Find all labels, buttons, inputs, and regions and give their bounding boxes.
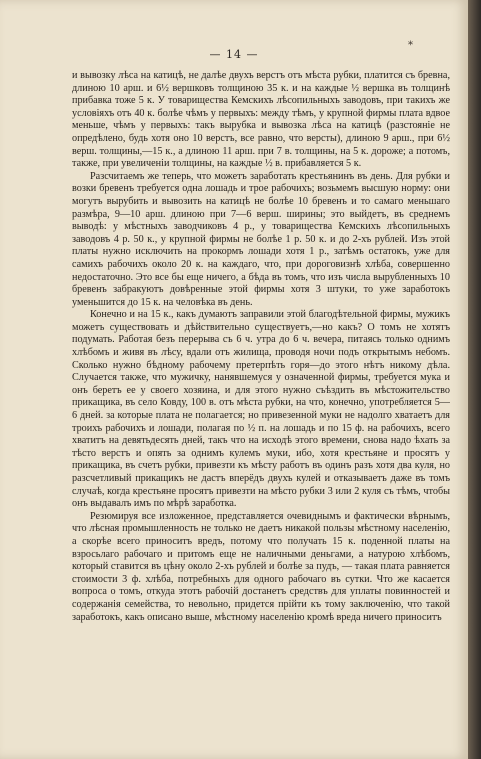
book-spine xyxy=(468,0,481,759)
corner-mark: * xyxy=(408,40,413,51)
paragraph: Разсчитаемъ же теперь, что можетъ заработать крестьянинъ въ день. Для рубки и возки бревенъ требуется одна лошадь и трое рабочихъ; возьмемъ высшую норму: они могутъ вырубить и вывозить на катицѣ не болѣе 10 бревенъ и то самаго меньшаго размѣра, 9—10 арш. длиною при 7—6 верш. ширины; это выйдетъ, въ среднемъ выводѣ: у мѣстныхъ заводчиковъ 4 р., у товарищества Кемскихъ лѣсопильныхъ заводовъ 4 р. 50 к., у крупной фирмы не болѣе 1 р. 50 к. и до 2-хъ рублей. Изъ этой платы нужно исключить на прокормъ лошади хотя 1 р., затѣмъ остатокъ, уже для самихъ рабочихъ около 20 к. на каждаго, что, при дороговизнѣ хлѣба, совершенно недостаточно. Это все бы еще ничего, а бѣда въ томъ, что изъ числа вырубленныхъ 10 бревенъ забракуютъ довѣренные этой фирмы хотя 3 штуки, то уже заработокъ уменьшится до 15 к. на человѣка въ день. xyxy=(72,170,450,308)
paragraph: Резюмируя все изложенное, представляется очевиднымъ и фактически вѣрнымъ, что лѣсная промышленность не только не даетъ никакой пользы мѣстному населенію, а скорѣе всего приноситъ вредъ, потому что получать 15 к. поденной платы на взросьлаго рабочаго и притомъ еще не наличными деньгами, а натурою хлѣбомъ, который ставится въ цѣну около 2-хъ рублей и болѣе за пудъ, — такая плата равняется стоимости 3 ф. хлѣба, потребныхъ для одного рабочаго въ сутки. Что же касается вопроса о томъ, откуда этотъ рабочій достанетъ средствъ для уплаты повинностей и содержанія семейства, то невольно, придется прійти къ тому заключенію, что такой заработокъ, какъ описано выше, мѣстному населенію кромѣ вреда ничего приноситъ xyxy=(72,510,450,623)
paragraph: Конечно и на 15 к., какъ думаютъ заправили этой благодѣтельной фирмы, мужикъ можетъ существовать и дѣйствительно существуетъ,—но какъ? О томъ не хотятъ подумать. Работая безъ перерыва съ 6 ч. утра до 6 ч. вечера, питаясь только однимъ хлѣбомъ и живя въ лѣсу, вдали отъ жилища, проводя ночи подъ открытымъ небомъ. Сколько нужно бѣдному рабочему претерпѣть горя—до этого нѣтъ никому дѣла. Случается также, что мужичку, нанявшемуся у означенной фирмы, требуется мука и онъ беретъ ее у своего хозяина, и для этого нужно съѣздить въ мѣстожительство прикащика, въ село Ковду, 100 в. отъ мѣста рубки, на что, конечно, употребляется 5—6 дней. за которые плата не полагается; но привезенной муки не надолго хватаетъ для троихъ рабочихъ и лошади, полагая по ½ п. на лошадь и по 15 ф. на рабочихъ, всего хватитъ на девятьдесять дней, такъ что на исходѣ этого времени, снова надо ѣхать за тѣсто верстъ и опять за однимъ кулемъ муки, ибо, хотя крестьяне и просятъ у прикащика, въ счетъ рубки, привезти къ мѣсту работъ въ одинъ разъ хотя два куля, но разсчетливый прикащикъ не дастъ вперёдъ двухъ кулей и отказываетъ даже въ томъ случаѣ, когда крестьяне просятъ привезти на мѣсто рубки 3 или 2 куля съ тѣмъ, чтобы онъ выдавалъ имъ по мѣрѣ заработка. xyxy=(72,309,450,510)
paragraph: и вывозку лѣса на катицѣ, не далѣе двухъ верстъ отъ мѣста рубки, платится съ бревна, длиною 10 арш. и 6½ вершковъ толщиною 35 к. и на каждые ½ вершка въ толщинѣ прибавка тоже 5 к. У товарищества Кемскихъ лѣсопильныхъ заводовъ, при такихъ же условіяхъ отъ 40 к. болѣе чѣмъ у первыхъ: между тѣмъ, у крупной фирмы плата вдвое меньше, чѣмъ у первыхъ: такъ вырубка и вывозка лѣса на катицѣ (разстояніе не опредѣлено, будь хотя оно 10 верстъ, все равно, что версты), длиною 9 арш., при 6½ верш. толщины,—15 к., а длиною 11 арш. при 7 в. толщины, на 5 к. дороже; а потомъ, также, при увеличеніи толщины, на каждые ½ в. прибавляется 5 к. xyxy=(72,70,450,170)
body-text xyxy=(72,70,450,624)
page-number: — 14 — xyxy=(209,48,259,61)
